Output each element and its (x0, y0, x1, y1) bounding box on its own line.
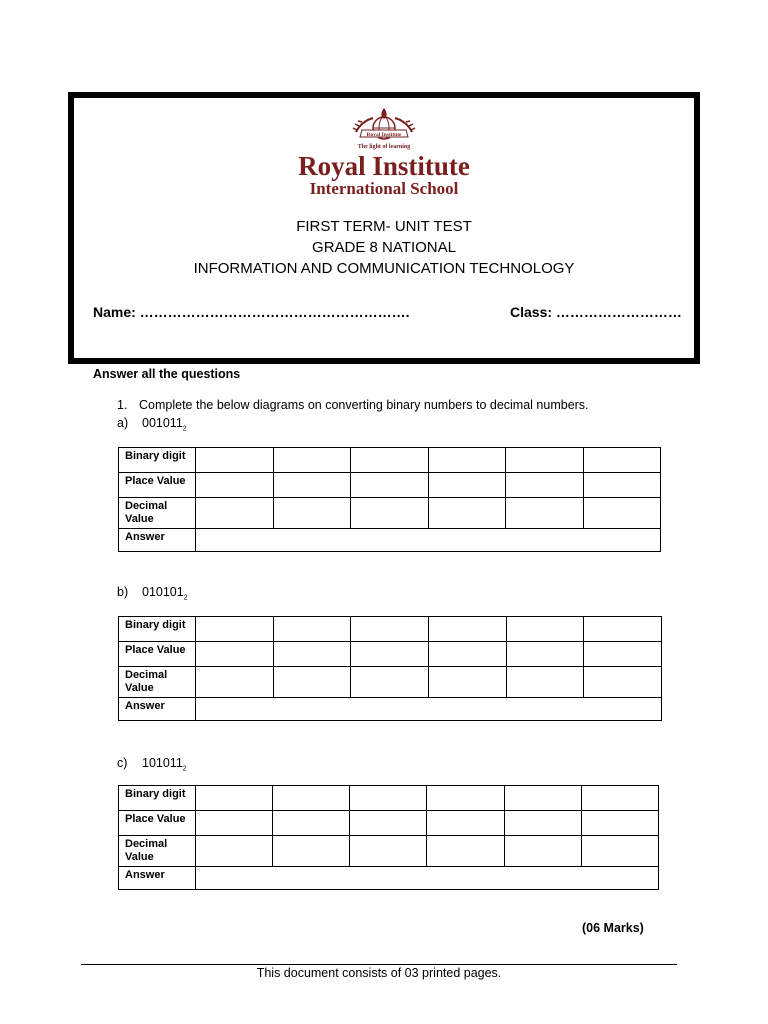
input-cell[interactable] (504, 836, 581, 867)
school-logo (74, 106, 694, 198)
exam-title: FIRST TERM- UNIT TEST (296, 218, 472, 235)
table-row (119, 867, 659, 890)
input-cell[interactable] (506, 642, 584, 667)
input-cell[interactable] (584, 667, 662, 698)
input-cell[interactable] (428, 667, 506, 698)
input-cell[interactable] (196, 473, 274, 498)
number-base: 2 (182, 425, 187, 433)
input-cell[interactable] (196, 617, 274, 642)
question-number: 1. (117, 398, 128, 412)
part-letter: c) (117, 756, 128, 770)
header-box (68, 92, 700, 364)
exam-heading (74, 216, 694, 279)
row-label-place-value: Place Value (119, 811, 196, 836)
input-cell[interactable] (196, 836, 273, 867)
question-text: Complete the below diagrams on converting binary numbers to decimal numbers. (139, 398, 589, 412)
binary-number: 001011 (142, 416, 183, 430)
row-label-place-value: Place Value (119, 473, 196, 498)
school-emblem-icon (346, 106, 422, 146)
input-cell[interactable] (506, 667, 584, 698)
question-1 (117, 398, 589, 412)
part-letter: a) (117, 416, 129, 430)
exam-subject: INFORMATION AND COMMUNICATION TECHNOLOGY (193, 260, 575, 277)
input-cell[interactable] (273, 617, 351, 642)
row-label-binary-digit: Binary digit (119, 786, 196, 811)
table-row (119, 529, 661, 552)
answer-cell[interactable] (196, 698, 662, 721)
table-row (119, 786, 659, 811)
input-cell[interactable] (351, 617, 429, 642)
binary-number: 010101 (142, 585, 184, 599)
table-row (119, 617, 662, 642)
input-cell[interactable] (351, 448, 429, 473)
number-base: 2 (182, 765, 187, 773)
input-cell[interactable] (273, 448, 351, 473)
input-cell[interactable] (506, 448, 584, 473)
label-line-2: Value (125, 513, 154, 525)
input-cell[interactable] (351, 642, 429, 667)
instructions: Answer all the questions (93, 367, 241, 381)
school-name: Royal Institute (298, 151, 470, 181)
row-label-answer: Answer (119, 867, 196, 890)
row-label-decimal-value (119, 836, 196, 867)
input-cell[interactable] (350, 786, 427, 811)
input-cell[interactable] (273, 473, 351, 498)
label-line-1: Decimal (125, 500, 168, 512)
input-cell[interactable] (581, 811, 658, 836)
input-cell[interactable] (196, 498, 274, 529)
input-cell[interactable] (504, 811, 581, 836)
input-cell[interactable] (273, 811, 350, 836)
row-label-answer: Answer (119, 529, 196, 552)
input-cell[interactable] (196, 786, 273, 811)
conversion-table-b (118, 616, 662, 721)
input-cell[interactable] (428, 642, 506, 667)
table-row (119, 473, 661, 498)
input-cell[interactable] (427, 836, 504, 867)
label-line-1: Decimal (125, 838, 168, 850)
exam-grade: GRADE 8 NATIONAL (312, 239, 456, 256)
input-cell[interactable] (581, 836, 658, 867)
input-cell[interactable] (196, 448, 274, 473)
input-cell[interactable] (583, 498, 661, 529)
input-cell[interactable] (584, 617, 662, 642)
number-base: 2 (183, 594, 188, 602)
input-cell[interactable] (581, 786, 658, 811)
input-cell[interactable] (583, 473, 661, 498)
row-label-place-value: Place Value (119, 642, 196, 667)
emblem-banner-text: Royal Institute (366, 132, 402, 138)
row-label-binary-digit: Binary digit (119, 617, 196, 642)
marks-allocation: (06 Marks) (582, 921, 644, 935)
row-label-answer: Answer (119, 698, 196, 721)
input-cell[interactable] (273, 836, 350, 867)
row-label-binary-digit: Binary digit (119, 448, 196, 473)
input-cell[interactable] (351, 667, 429, 698)
row-label-decimal-value (119, 667, 196, 698)
table-row (119, 836, 659, 867)
school-subtitle: International School (309, 179, 459, 198)
input-cell[interactable] (428, 617, 506, 642)
label-line-1: Decimal (125, 669, 168, 681)
input-cell[interactable] (428, 448, 506, 473)
answer-cell[interactable] (196, 529, 661, 552)
school-tagline: The light of learning (357, 144, 411, 150)
input-cell[interactable] (506, 473, 584, 498)
input-cell[interactable] (273, 498, 351, 529)
part-letter: b) (117, 585, 129, 599)
table-row (119, 698, 662, 721)
label-line-2: Value (125, 851, 154, 863)
input-cell[interactable] (428, 498, 506, 529)
table-row (119, 667, 662, 698)
input-cell[interactable] (427, 811, 504, 836)
answer-cell[interactable] (196, 867, 659, 890)
input-cell[interactable] (351, 473, 429, 498)
input-cell[interactable] (506, 498, 584, 529)
input-cell[interactable] (196, 642, 274, 667)
table-row (119, 498, 661, 529)
input-cell[interactable] (351, 498, 429, 529)
student-class-field[interactable]: Class: ……………………… (510, 304, 682, 320)
row-label-decimal-value (119, 498, 196, 529)
label-line-2: Value (125, 682, 154, 694)
table-row (119, 448, 661, 473)
footer-divider (81, 964, 677, 965)
part-b-label (117, 585, 188, 602)
input-cell[interactable] (273, 642, 351, 667)
table-row (119, 811, 659, 836)
input-cell[interactable] (196, 811, 273, 836)
conversion-table-c (118, 785, 659, 890)
input-cell[interactable] (273, 667, 351, 698)
input-cell[interactable] (196, 667, 274, 698)
student-name-field[interactable]: Name: …………………………………………………. (93, 304, 410, 320)
binary-number: 101011 (142, 756, 183, 770)
footer-page-count: This document consists of 03 printed pages. (256, 966, 502, 980)
input-cell[interactable] (428, 473, 506, 498)
table-row (119, 642, 662, 667)
input-cell[interactable] (506, 617, 584, 642)
input-cell[interactable] (273, 786, 350, 811)
part-a-label (117, 416, 187, 433)
input-cell[interactable] (350, 811, 427, 836)
input-cell[interactable] (583, 448, 661, 473)
input-cell[interactable] (504, 786, 581, 811)
part-c-label (117, 756, 187, 773)
input-cell[interactable] (427, 786, 504, 811)
input-cell[interactable] (584, 642, 662, 667)
input-cell[interactable] (350, 836, 427, 867)
conversion-table-a (118, 447, 661, 552)
